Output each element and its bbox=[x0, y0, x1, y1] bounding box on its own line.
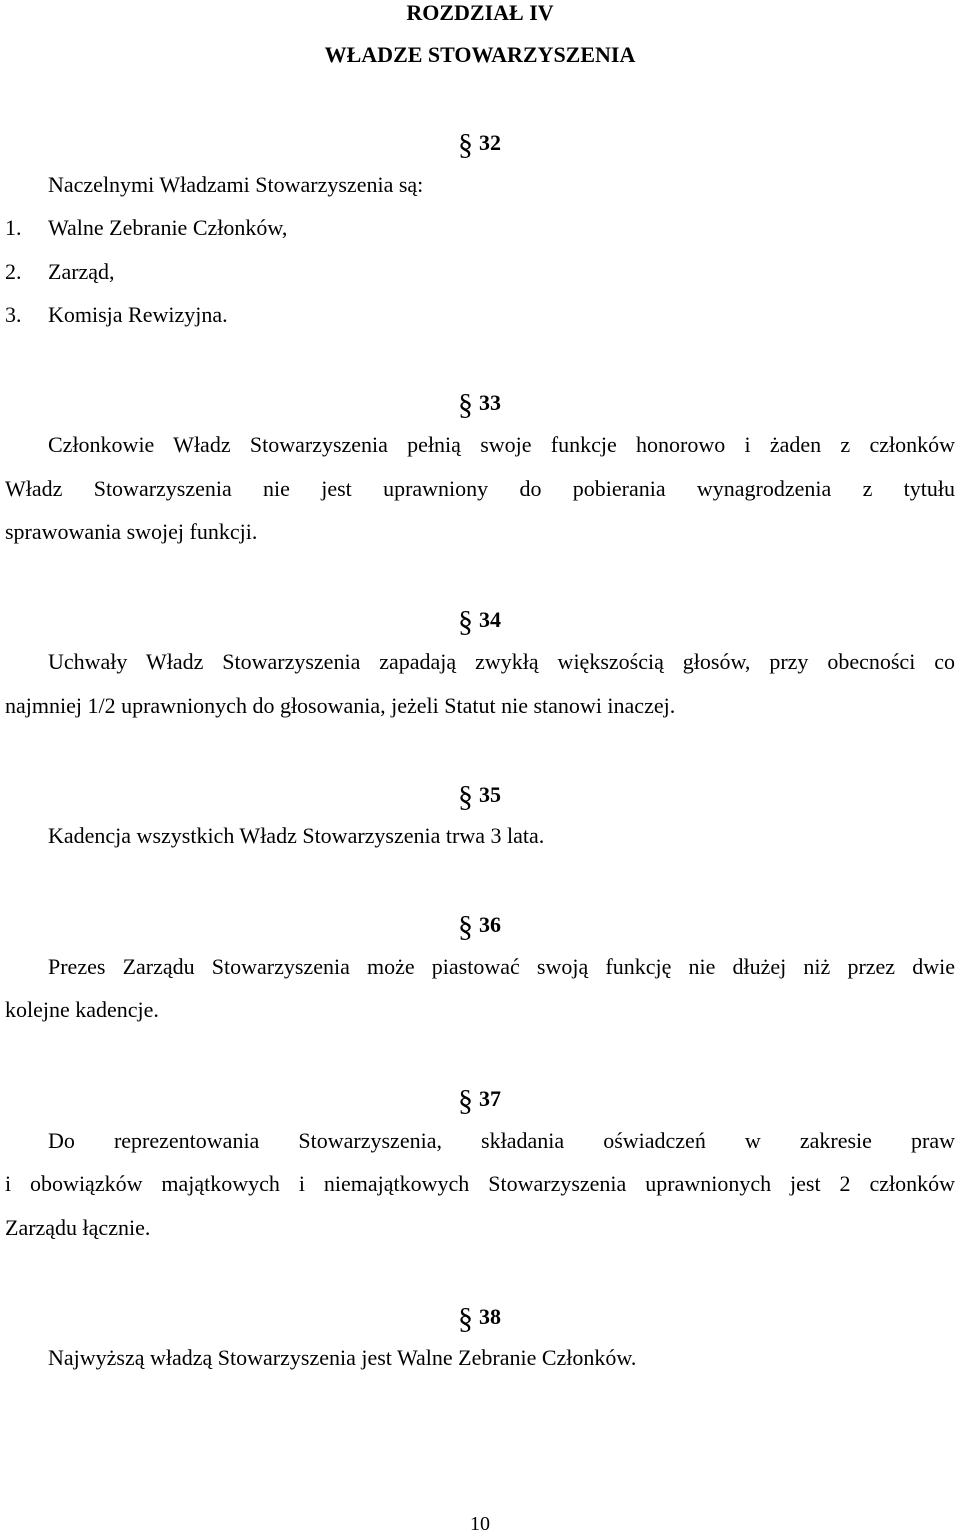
list-item-text: Walne Zebranie Członków, bbox=[48, 215, 288, 240]
section-number: 36 bbox=[479, 912, 501, 937]
section-symbol: § bbox=[458, 605, 473, 638]
page-number: 10 bbox=[470, 1513, 490, 1535]
list-item-number: 2. bbox=[5, 259, 22, 284]
section-heading-32 bbox=[458, 128, 501, 161]
section-symbol: § bbox=[458, 780, 473, 813]
list-item-number: 1. bbox=[5, 215, 22, 240]
section-symbol: § bbox=[458, 128, 473, 161]
paragraph-line: Najwyższą władzą Stowarzyszenia jest Walne Zebranie Członków. bbox=[48, 1345, 637, 1370]
section-symbol: § bbox=[458, 388, 473, 421]
section-32-intro: Naczelnymi Władzami Stowarzyszenia są: bbox=[48, 172, 424, 197]
paragraph-line: kolejne kadencje. bbox=[5, 997, 159, 1022]
section-number: 35 bbox=[479, 782, 501, 807]
section-heading-37 bbox=[458, 1084, 501, 1117]
paragraph-line: i obowiązków majątkowych i niemajątkowych Stowarzyszenia uprawnionych jest 2 członków bbox=[5, 1171, 955, 1196]
section-symbol: § bbox=[458, 910, 473, 943]
section-heading-36 bbox=[458, 910, 501, 943]
paragraph-line: Prezes Zarządu Stowarzyszenia może piastować swoją funkcję nie dłużej niż przez dwie bbox=[48, 954, 955, 979]
section-number: 32 bbox=[479, 130, 501, 155]
paragraph-line: Kadencja wszystkich Władz Stowarzyszenia trwa 3 lata. bbox=[48, 823, 545, 848]
paragraph-line: sprawowania swojej funkcji. bbox=[5, 519, 258, 544]
section-symbol: § bbox=[458, 1084, 473, 1117]
section-number: 33 bbox=[479, 390, 501, 415]
section-heading-34 bbox=[458, 605, 501, 638]
list-item-text: Komisja Rewizyjna. bbox=[48, 302, 228, 327]
section-heading-38 bbox=[458, 1302, 501, 1335]
paragraph-line: Członkowie Władz Stowarzyszenia pełnią swoje funkcje honorowo i żaden z członków bbox=[48, 432, 955, 457]
paragraph-line: Zarządu łącznie. bbox=[5, 1215, 151, 1240]
section-heading-35 bbox=[458, 780, 501, 813]
list-item-number: 3. bbox=[5, 302, 22, 327]
paragraph-line: najmniej 1/2 uprawnionych do głosowania, jeżeli Statut nie stanowi inaczej. bbox=[5, 693, 676, 718]
section-heading-33 bbox=[458, 388, 501, 421]
section-number: 34 bbox=[479, 607, 501, 632]
chapter-title: ROZDZIAŁ IV bbox=[406, 0, 554, 25]
paragraph-line: Władz Stowarzyszenia nie jest uprawniony do pobierania wynagrodzenia z tytułu bbox=[5, 476, 955, 501]
paragraph-line: Uchwały Władz Stowarzyszenia zapadają zwykłą większością głosów, przy obecności co bbox=[48, 649, 955, 674]
section-symbol: § bbox=[458, 1302, 473, 1335]
section-number: 38 bbox=[479, 1304, 501, 1329]
list-item-text: Zarząd, bbox=[48, 259, 115, 284]
paragraph-line: Do reprezentowania Stowarzyszenia, składania oświadczeń w zakresie praw bbox=[48, 1128, 955, 1153]
chapter-subtitle: WŁADZE STOWARZYSZENIA bbox=[324, 42, 636, 67]
section-number: 37 bbox=[479, 1086, 501, 1111]
